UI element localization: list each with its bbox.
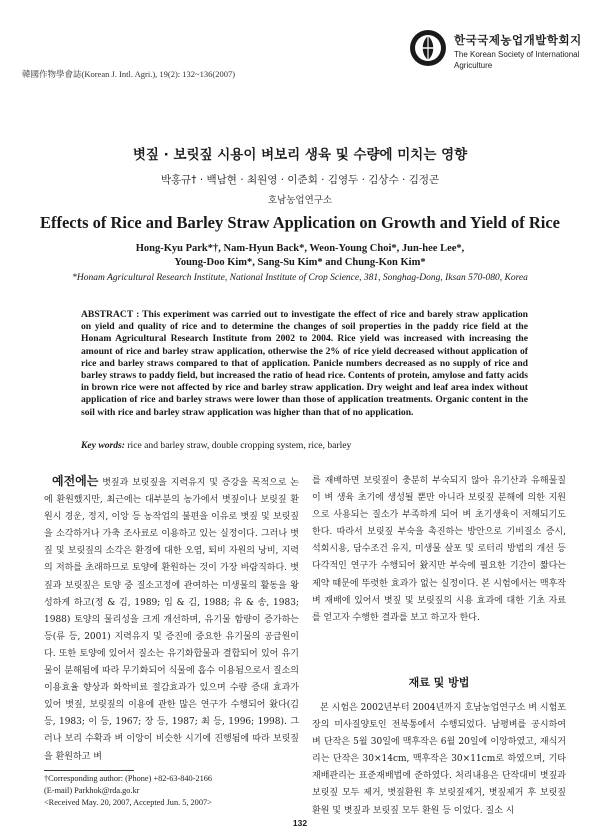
intro-left-text: 볏짚과 보릿짚을 지력유지 및 증강을 목적으로 논에 환원했지만, 최근에는 대부분의 농가에서 볏짚이나 보릿짚 환원시 경운, 정지, 이앙 등 농작업의 불편을 이유로 볏짚 및 보릿짚을 소각하거나 가축 조사료로 이용하고 있는 실정이다. 그러나 볏짚 및 보릿짚의 소각은 환경에 대한 오염, 퇴비 자원의 낭비, 지력의 저하를 초래하므로 토양에 환원하는 것이 가장 바람직하다. 볏짚과 보릿짚은 토양 중 질소고정에 관여하는 미생물의 활동을 왕성하게 하고(정 & 김, 1989; 임 & 김, 1988; 유 & 송, 1983; 1988) 토양의 물리성을 크게 개선하며, 유기물 함량이 증가하는 등(류 등, 2001) 지력유지 및 증진에 중요한 유기물의 공급원이다. 또한 토양에 있어서 질소는 유기화합물과 결합되어 있어 유기물이 분해됨에 따라 무기화되어 식물에 흡수 이용됨으로서 질소의 이용효율 향상과 화학비료 절감효과가 있으며 수량 증대 효과가 있어 볏짚, 보릿짚의 이용에 관한 많은 연구가 수행되어 왔다(김 등, 1983; 이 등, 1967; 장 등, 1987; 최 등, 1996; 1998). 그러나 보리 수확과 벼 이앙이 비슷한 시기에 진행됨에 따라 보릿짚을 환원하고 벼 xyxy=(44,478,299,762)
abstract: ABSTRACT : This experiment was carried out to investigate the effect of rice and barely straw application on yield and quality of rice and to determine the changes of soil properties in the paddy rice field at the Honam Agricultural Research Institute from 2002 to 2004. Rice yield was increased with increasing the amount of rice and barley straw application, otherwise the 2% of rice yield decreased without application of rice and barley straws compared to that of application. Panicle numbers decreased as no supply of rice and barley straws to paddy field, but increased the ratio of head rice. Contents of protein, amylose and fatty acids in brown rice were not affected by rice and barley straw application. Dry weight and leaf area index without application of rice and barley straws were lower than those of application treatments. Organic content in the soil with rice and barley straw application was higher than that of no application. xyxy=(81,309,528,418)
authors-english-cont: Young-Doo Kim*, Sang-Su Kim* and Chung-Kon Kim* xyxy=(174,257,426,268)
authors-korean: 박홍규† · 백남현 · 최원영 · 이준회 · 김영두 · 김상수 · 김정곤 xyxy=(160,174,440,186)
journal-citation: 韓國作物學會誌(Korean J. Intl. Agri.), 19(2): 132~136(2007) xyxy=(22,69,236,79)
methods-column xyxy=(312,700,566,820)
society-name-english-cont: Agriculture xyxy=(454,61,493,70)
methods-text: 본 시험은 2002년부터 2004년까지 호남농업연구소 벼 시험포장의 미사질양토인 전북통에서 수행되었다. 남평벼를 공시하여 벼 단작은 5월 30일에 맥후작은 6월 20일에 이앙하였고, 재식거리는 단작은 30×14cm, 맥후작은 30×11cm로 하였으며, 기타 재배관리는 표준재배법에 준하였다. 처리내용은 단작대비 볏짚과 보릿짚 모두 제거, 볏짚환원 후 보릿짚제거, 볏짚제거 후 보릿짚환원 및 볏짚과 보릿짚 모두 환원 등 이었다. 질소 시 xyxy=(312,703,566,816)
society-name-english: The Korean Society of International xyxy=(454,50,580,59)
title-english: Effects of Rice and Barley Straw Application on Growth and Yield of Rice xyxy=(39,213,561,232)
society-logo xyxy=(408,28,448,68)
society-name-korean: 한국국제농업개발학회지 xyxy=(454,33,582,47)
keywords-text: rice and barley straw, double cropping system, rice, barley xyxy=(124,440,352,451)
footnote-email: (E-mail) Parkhok@rda.go.kr xyxy=(44,786,140,795)
authors-english: Hong-Kyu Park*†, Nam-Hyun Back*, Weon-Young Choi*, Jun-hee Lee*, xyxy=(135,243,465,254)
affiliation-english: *Honam Agricultural Research Institute, National Institute of Crop Science, 381, Songhag-Dong, Iksan 570-080, Korea xyxy=(72,273,528,283)
section-heading-methods: 재료 및 방법 xyxy=(408,676,470,689)
footnote-divider xyxy=(44,770,134,771)
footnote-received: <Received May. 20, 2007, Accepted Jun. 5, 2007> xyxy=(44,798,212,807)
intro-right-text: 를 재배하면 보릿짚이 충분히 부숙되지 않아 유기산과 유해물질이 벼 생육 초기에 생성될 뿐만 아니라 보릿짚 분해에 의한 지원으로 사용되는 질소가 부족하게 되어 벼 초기생육이 저해되기도 한다. 따라서 보릿짚 부숙을 촉진하는 방안으로 기비질소 증시, 석회시용, 담수조건 유지, 미생물 살포 및 로터리 방법의 개선 등 다각적인 연구가 수행되어 왔지만 부숙에 필요한 기간이 짧다는 제약 때문에 뚜렷한 효과가 없는 실정이다. 본 시험에서는 맥후작 벼 재배에 있어서 볏짚 및 보릿짚의 시용 효과에 대한 기초 자료를 얻고자 수행한 결과를 보고 하고자 한다. xyxy=(312,476,566,623)
title-korean: 볏짚 · 보릿짚 시용이 벼보리 생육 및 수량에 미치는 영향 xyxy=(132,147,468,163)
intro-right-column xyxy=(312,473,566,627)
affiliation-korean: 호남농업연구소 xyxy=(267,195,333,206)
intro-left-column xyxy=(44,473,299,766)
keywords-label: Key words: xyxy=(81,440,125,451)
intro-lead-word: 예전에는 xyxy=(52,474,99,488)
footnote-corresponding-author: †Corresponding author: (Phone) +82-63-840-2166 xyxy=(44,774,213,783)
keywords xyxy=(81,440,528,452)
page-number: 132 xyxy=(292,818,308,828)
